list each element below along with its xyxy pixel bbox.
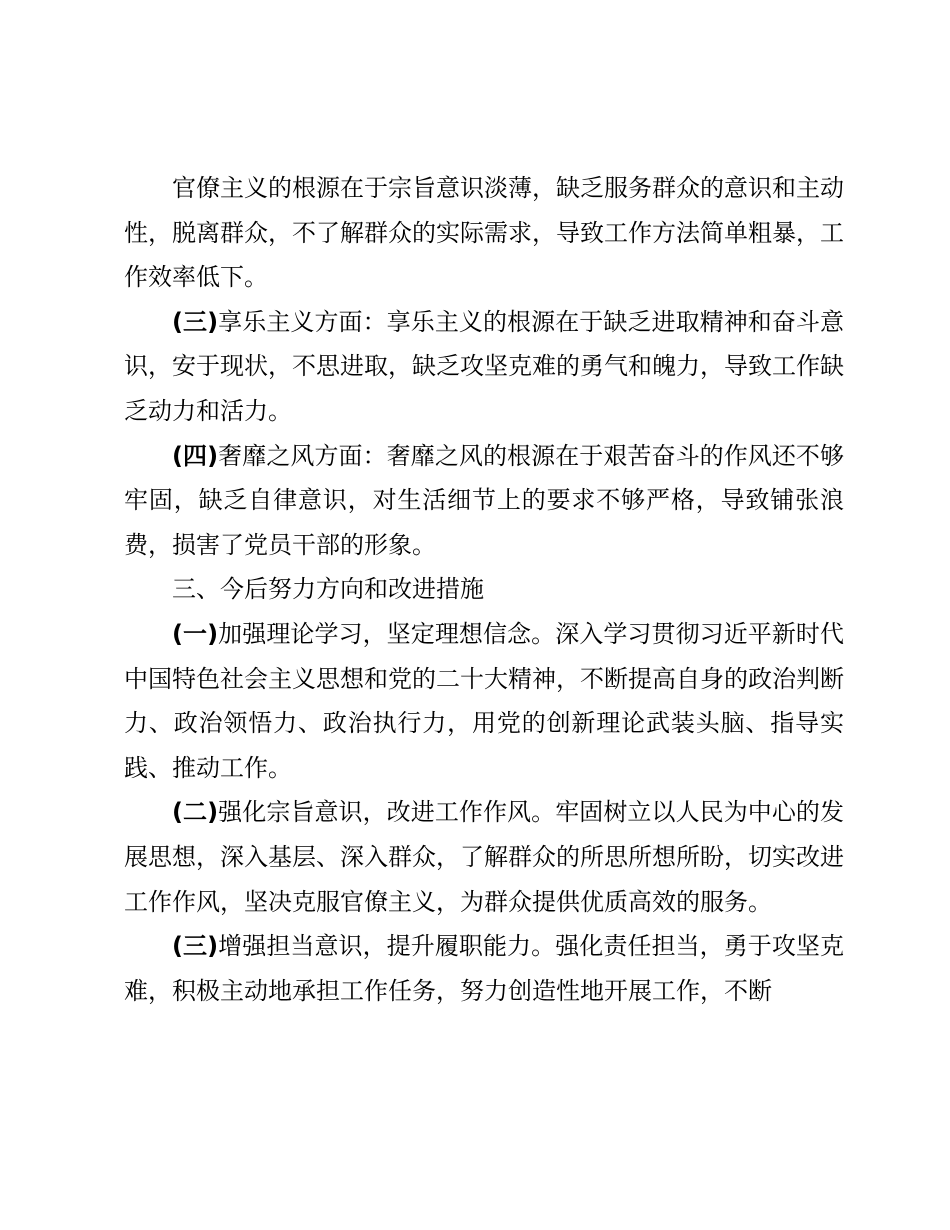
paragraph-number: (四) — [172, 441, 219, 470]
paragraph-number: (二) — [172, 798, 219, 827]
paragraph-text: 加强理论学习，坚定理想信念。深入学习贯彻习近平新时代中国特色社会主义思想和党的二十大精神，不断提高自身的政治判断力、政治领悟力、政治执行力，用党的创新理论武装头脑、指导实践、推动工作。 — [124, 619, 845, 782]
paragraph-number: (三) — [172, 932, 219, 961]
paragraph-hedonism — [124, 300, 844, 434]
paragraph-text: 享乐主义方面：享乐主义的根源在于缺乏进取精神和奋斗意识，安于现状，不思进取，缺乏攻坚克难的勇气和魄力，导致工作缺乏动力和活力。 — [124, 307, 845, 425]
paragraph-theory-study — [124, 612, 844, 790]
section-heading — [124, 567, 844, 612]
document-body — [124, 166, 844, 1013]
paragraph-number: (一) — [172, 619, 219, 648]
paragraph-number: (三) — [172, 307, 219, 336]
paragraph-bureaucratism-root — [124, 166, 844, 300]
paragraph-text: 奢靡之风方面：奢靡之风的根源在于艰苦奋斗的作风还不够牢固，缺乏自律意识，对生活细节上的要求不够严格，导致铺张浪费，损害了党员干部的形象。 — [124, 441, 845, 559]
paragraph-purpose-awareness — [124, 790, 844, 924]
paragraph-text: 官僚主义的根源在于宗旨意识淡薄，缺乏服务群众的意识和主动性，脱离群众，不了解群众的实际需求，导致工作方法简单粗暴，工作效率低下。 — [124, 174, 844, 292]
paragraph-responsibility — [124, 924, 844, 1013]
paragraph-text: 增强担当意识，提升履职能力。强化责任担当，勇于攻坚克难，积极主动地承担工作任务，努力创造性地开展工作，不断 — [124, 932, 845, 1005]
paragraph-extravagance — [124, 434, 844, 568]
section-heading-text: 三、今后努力方向和改进措施 — [172, 575, 484, 604]
paragraph-text: 强化宗旨意识，改进工作作风。牢固树立以人民为中心的发展思想，深入基层、深入群众，了解群众的所思所想所盼，切实改进工作作风，坚决克服官僚主义，为群众提供优质高效的服务。 — [124, 798, 845, 916]
